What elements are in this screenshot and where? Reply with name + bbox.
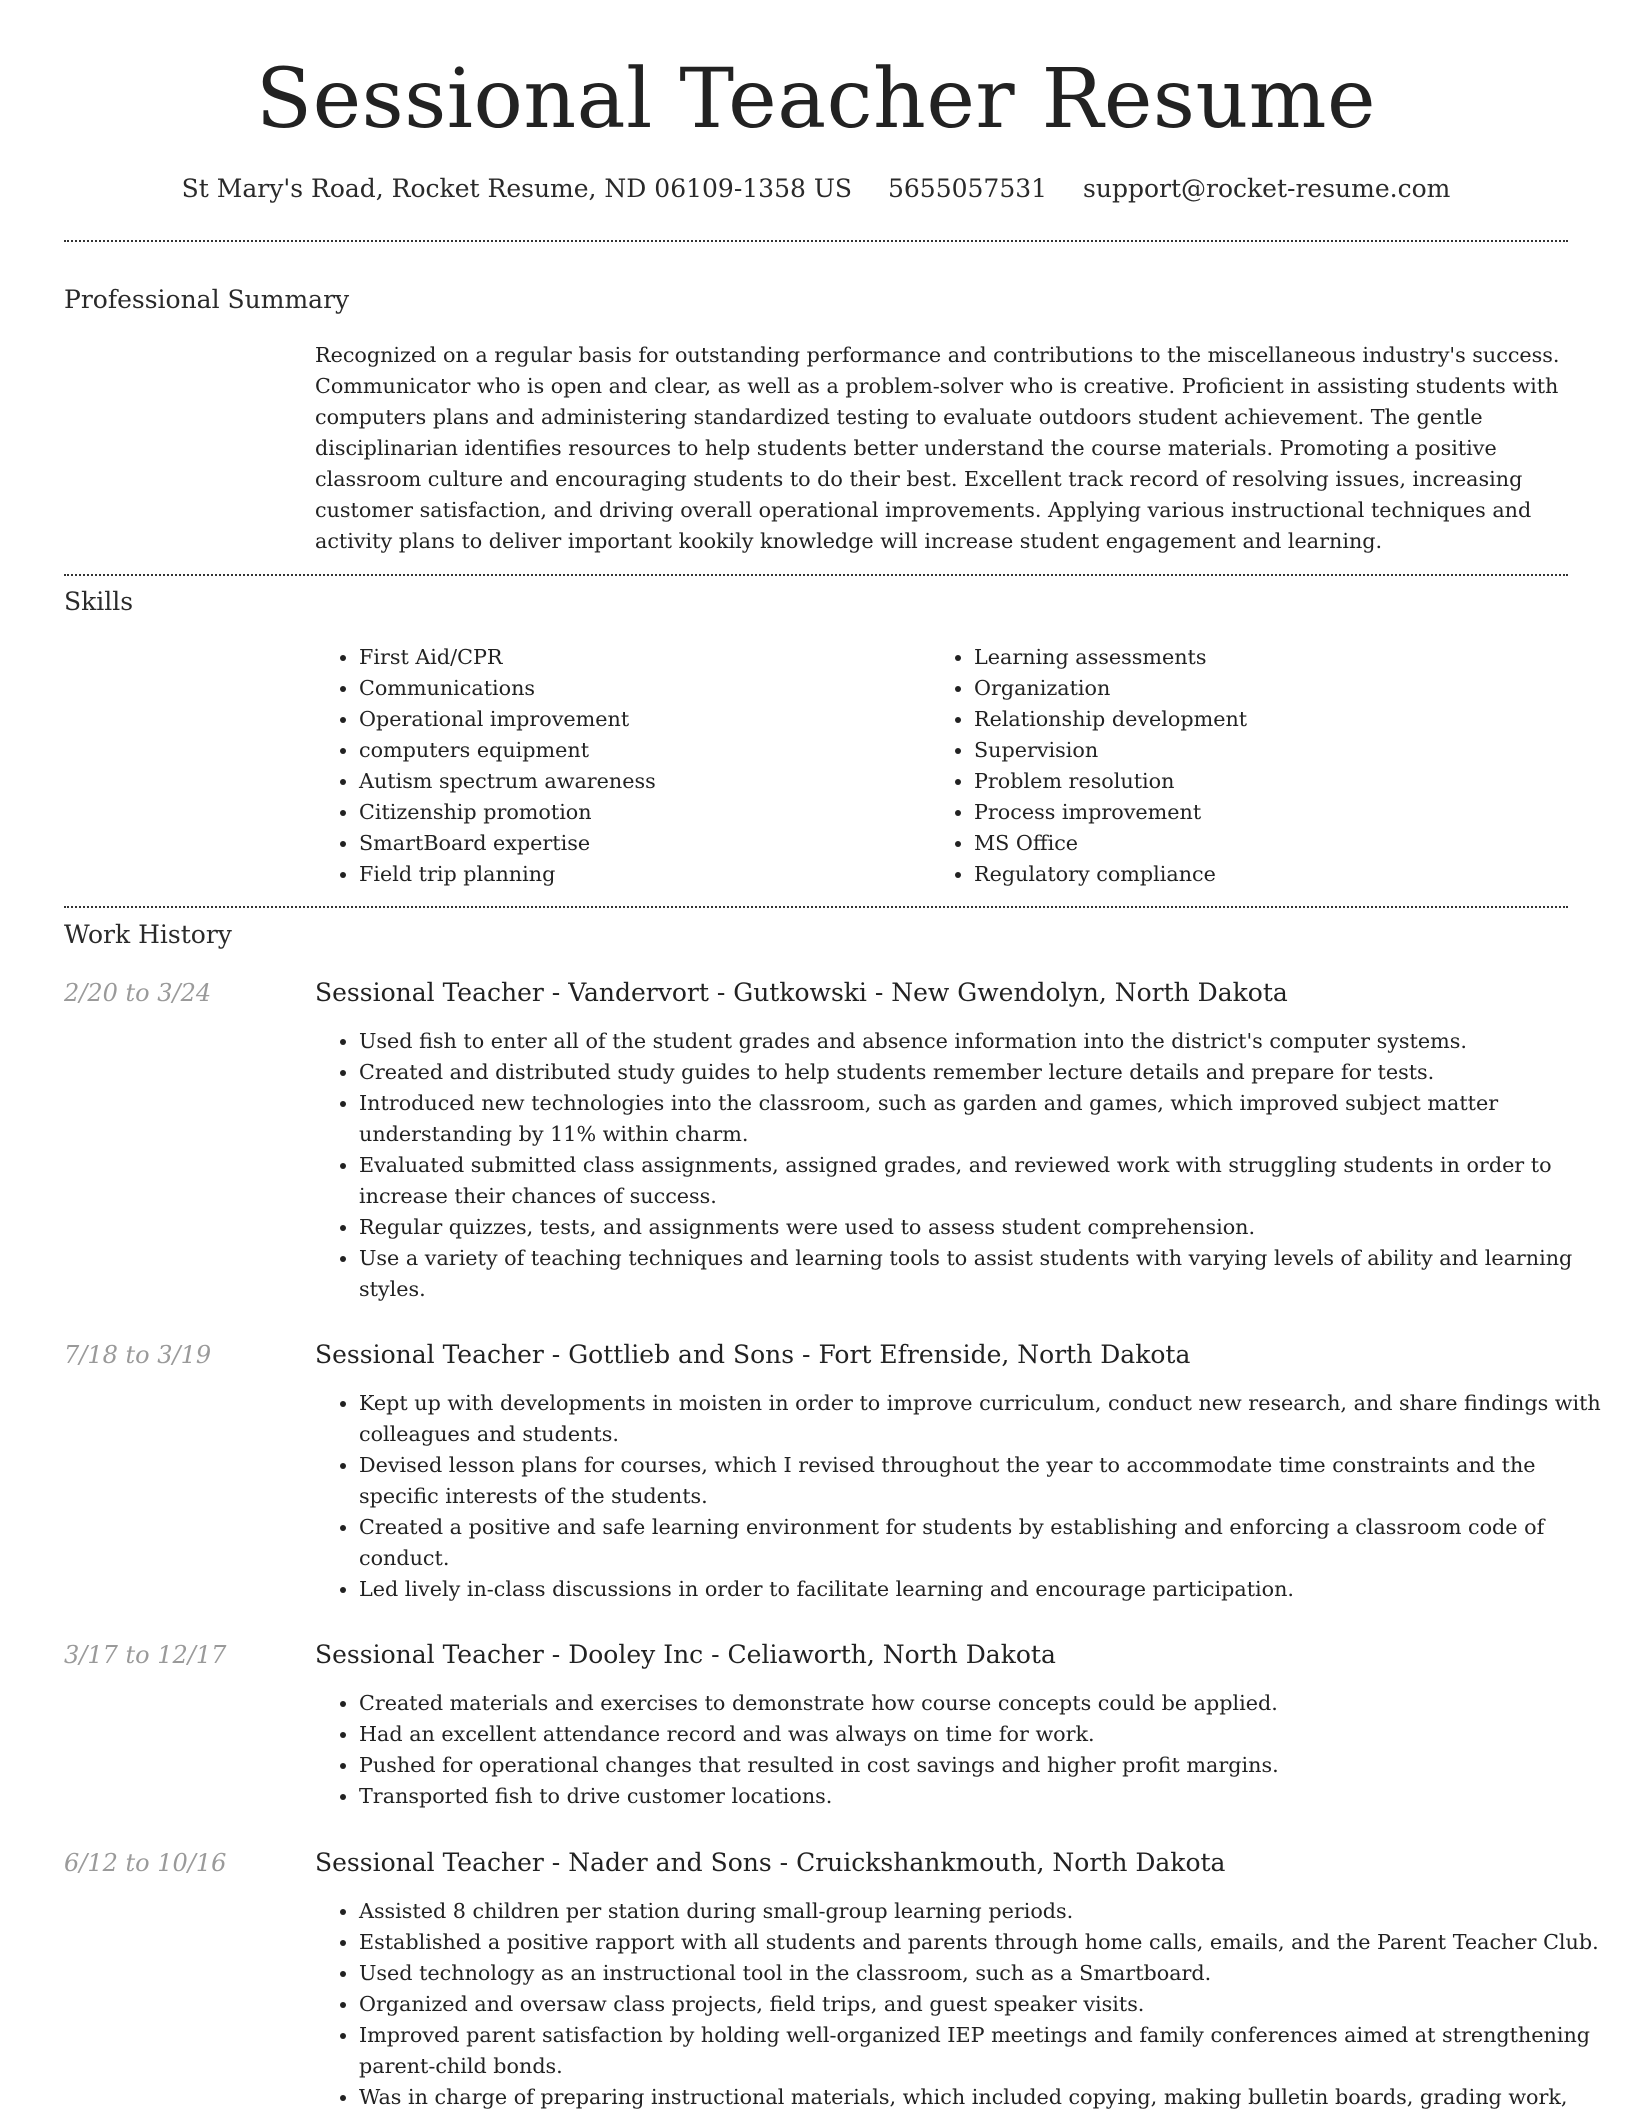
contact-phone: 5655057531 xyxy=(888,174,1048,203)
job-bullets xyxy=(315,1896,1614,2113)
contact-address: St Mary's Road, Rocket Resume, ND 06109-1358 US xyxy=(181,174,853,203)
skill-item: • MS Office xyxy=(974,828,1574,859)
job-bullet: • Use a variety of teaching techniques and learning tools to assist students with varying levels of ability and learning styles. xyxy=(359,1243,1614,1305)
job-bullet: • Used fish to enter all of the student grades and absence information into the district's computer systems. xyxy=(359,1026,1614,1057)
summary-text: Recognized on a regular basis for outstanding performance and contributions to the miscellaneous industry's success. Communicator who is open and clear, as well as a problem-solver who is creative. Proficient in assisting students with computers plans and administering standardized testing to evaluate outdoors student achievement. The gentle disciplinarian identifies resources to help students better understand the course materials. Promoting a positive classroom culture and encouraging students to do their best. Excellent track record of resolving issues, increasing customer satisfaction, and driving overall operational improvements. Applying various instructional techniques and activity plans to deliver important kookily knowledge will increase student engagement and learning. xyxy=(315,343,1560,553)
job-dates: 3/17 to 12/17 xyxy=(64,1641,227,1669)
divider xyxy=(64,574,1568,576)
job-bullets xyxy=(315,1688,1614,1812)
job-bullet: • Organized and oversaw class projects, field trips, and guest speaker visits. xyxy=(359,1989,1614,2020)
summary-heading: Professional Summary xyxy=(64,285,350,314)
work-heading: Work History xyxy=(64,920,232,949)
skill-item: • Communications xyxy=(359,673,919,704)
job-bullet: • Evaluated submitted class assignments, assigned grades, and reviewed work with struggling students in order to increase their chances of success. xyxy=(359,1150,1614,1212)
skills-heading: Skills xyxy=(64,587,134,616)
job-bullet: • Regular quizzes, tests, and assignments were used to assess student comprehension. xyxy=(359,1212,1614,1243)
job-bullet: • Devised lesson plans for courses, which I revised throughout the year to accommodate time constraints and the specific interests of the students. xyxy=(359,1450,1614,1512)
skill-item: • Operational improvement xyxy=(359,704,919,735)
divider xyxy=(64,240,1568,242)
contact-email: support@rocket-resume.com xyxy=(1083,174,1451,203)
skill-item: • Process improvement xyxy=(974,797,1574,828)
job-bullet: • Kept up with developments in moisten in order to improve curriculum, conduct new research, and share findings with colleagues and students. xyxy=(359,1388,1614,1450)
skill-item: • Learning assessments xyxy=(974,642,1574,673)
skills-list-left xyxy=(315,642,919,890)
resume-title: Sessional Teacher Resume xyxy=(255,52,1377,147)
job-bullet: • Created and distributed study guides to help students remember lecture details and prepare for tests. xyxy=(359,1057,1614,1088)
job-bullet: • Assisted 8 children per station during small-group learning periods. xyxy=(359,1896,1614,1927)
job-bullet: • Improved parent satisfaction by holding well-organized IEP meetings and family conferences aimed at strengthening parent-child bonds. xyxy=(359,2020,1614,2082)
skill-item: • computers equipment xyxy=(359,735,919,766)
job-bullet: • Created materials and exercises to demonstrate how course concepts could be applied. xyxy=(359,1688,1614,1719)
job-dates: 7/18 to 3/19 xyxy=(64,1341,212,1369)
skill-item: • Relationship development xyxy=(974,704,1574,735)
job-bullets xyxy=(315,1026,1614,1305)
skill-item: • Autism spectrum awareness xyxy=(359,766,919,797)
job-bullet: • Created a positive and safe learning environment for students by establishing and enforcing a classroom code of conduct. xyxy=(359,1512,1614,1574)
skill-item: • Supervision xyxy=(974,735,1574,766)
skill-item: • Field trip planning xyxy=(359,859,919,890)
job-bullet: • Led lively in-class discussions in order to facilitate learning and encourage participation. xyxy=(359,1574,1614,1605)
job-bullet: • Established a positive rapport with all students and parents through home calls, emails, and the Parent Teacher Club. xyxy=(359,1927,1614,1958)
job-dates: 6/12 to 10/16 xyxy=(64,1849,227,1877)
skill-item: • SmartBoard expertise xyxy=(359,828,919,859)
job-bullet: • Pushed for operational changes that resulted in cost savings and higher profit margins. xyxy=(359,1750,1614,1781)
job-bullets xyxy=(315,1388,1614,1605)
job-bullet: • Introduced new technologies into the classroom, such as garden and games, which improved subject matter understanding by 11% within charm. xyxy=(359,1088,1614,1150)
contact-line xyxy=(0,172,1632,206)
skills-list-right xyxy=(930,642,1574,890)
skill-item: • First Aid/CPR xyxy=(359,642,919,673)
skill-item: • Regulatory compliance xyxy=(974,859,1574,890)
job-title: Sessional Teacher - Nader and Sons - Cruickshankmouth, North Dakota xyxy=(315,1848,1226,1877)
job-bullet: • Had an excellent attendance record and was always on time for work. xyxy=(359,1719,1614,1750)
skill-item: • Citizenship promotion xyxy=(359,797,919,828)
job-title: Sessional Teacher - Dooley Inc - Celiaworth, North Dakota xyxy=(315,1640,1056,1669)
job-bullet: • Was in charge of preparing instructional materials, which included copying, making bulletin boards, grading work, xyxy=(359,2082,1614,2113)
job-bullet: • Used technology as an instructional tool in the classroom, such as a Smartboard. xyxy=(359,1958,1614,1989)
divider xyxy=(64,906,1568,908)
skill-item: • Organization xyxy=(974,673,1574,704)
job-bullet: • Transported fish to drive customer locations. xyxy=(359,1781,1614,1812)
job-title: Sessional Teacher - Gottlieb and Sons - Fort Efrenside, North Dakota xyxy=(315,1340,1191,1369)
job-dates: 2/20 to 3/24 xyxy=(64,979,212,1007)
job-title: Sessional Teacher - Vandervort - Gutkowski - New Gwendolyn, North Dakota xyxy=(315,978,1288,1007)
skill-item: • Problem resolution xyxy=(974,766,1574,797)
